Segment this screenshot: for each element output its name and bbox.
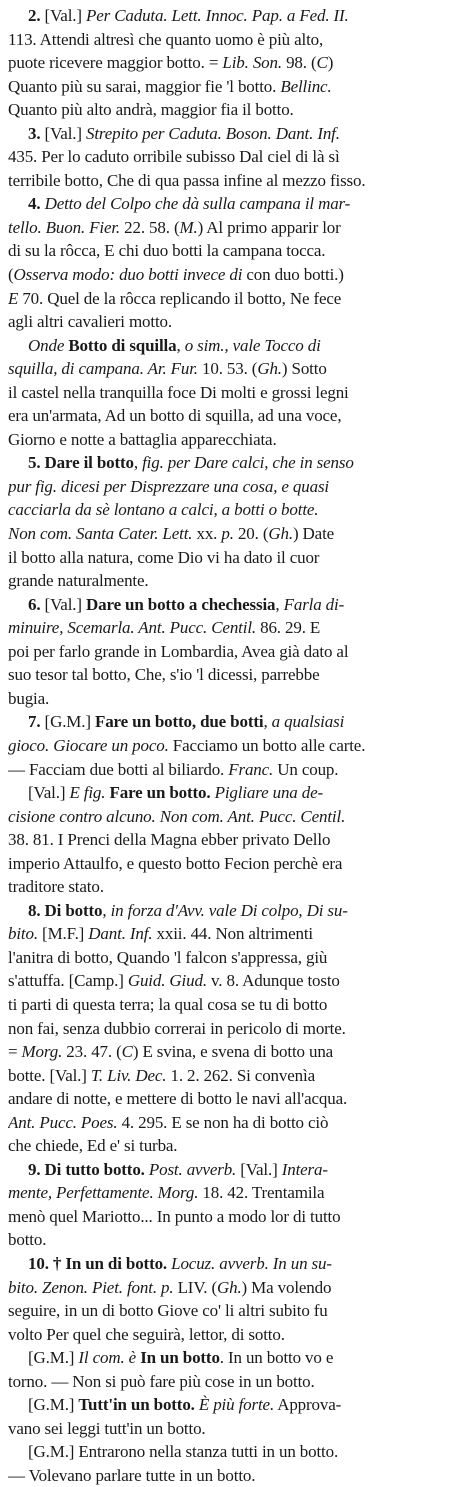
entry-line: 9. Di tutto botto. Post. avverb. [Val.] Intera- bbox=[28, 1159, 328, 1179]
dictionary-entry-e2 bbox=[8, 4, 462, 122]
dictionary-entry-e7 bbox=[8, 710, 462, 781]
entry-line: E 70. Quel de la rôcca replicando il botto, Ne fece bbox=[8, 288, 342, 308]
entry-line: seguire, in un di botto Giove co' li altri subito fu bbox=[8, 1301, 328, 1321]
entry-line: [G.M.] Entrarono nella stanza tutti in un botto. bbox=[28, 1442, 339, 1462]
entry-line: minuire, Scemarla. Ant. Pucc. Centil. 86. 29. E bbox=[8, 618, 321, 638]
entry-line: [Val.] E fig. Fare un botto. Pigliare una de- bbox=[28, 783, 323, 803]
entry-line: Ant. Pucc. Poes. 4. 295. E se non ha di botto ciò bbox=[8, 1112, 329, 1132]
entry-line: 8. Di botto, in forza d'Avv. vale Di colpo, Di su- bbox=[28, 900, 348, 920]
entry-line: = Morg. 23. 47. (C) E svina, e svena di botto una bbox=[8, 1042, 334, 1062]
dictionary-entry-e10d bbox=[8, 1440, 462, 1487]
entry-line: bito. [M.F.] Dant. Inf. xxii. 44. Non altrimenti bbox=[8, 924, 314, 944]
entry-line: cacciarla da sè lontano a calci, a botti o botte. bbox=[8, 500, 319, 520]
dictionary-entry-e3 bbox=[8, 122, 462, 193]
entry-line: che chiede, Ed e' si turba. bbox=[8, 1136, 178, 1156]
entry-line: 5. Dare il botto, fig. per Dare calci, che in senso bbox=[28, 453, 354, 473]
entry-line: Non com. Santa Cater. Lett. xx. p. 20. (Gh.) Date bbox=[8, 524, 335, 544]
entry-line: agli altri cavalieri motto. bbox=[8, 312, 172, 332]
dictionary-entry-e5 bbox=[8, 451, 462, 592]
entry-line: 113. Attendi altresì che quanto uomo è più alto, bbox=[8, 29, 324, 49]
entry-line: Quanto più alto andrà, maggior fia il botto. bbox=[8, 100, 294, 120]
dictionary-entry-e4 bbox=[8, 192, 462, 333]
entry-line: grande naturalmente. bbox=[8, 571, 149, 591]
entry-line: mente, Perfettamente. Morg. 18. 42. Trentamila bbox=[8, 1183, 325, 1203]
entry-line: 4. Detto del Colpo che dà sulla campana il mar- bbox=[28, 194, 351, 214]
entry-line: [G.M.] Tutt'in un botto. È più forte. Approva- bbox=[28, 1395, 342, 1415]
dictionary-entry-e10 bbox=[8, 1252, 462, 1346]
dictionary-entry-e6 bbox=[8, 593, 462, 711]
entry-line: Onde Botto di squilla, o sim., vale Tocco di bbox=[28, 335, 321, 355]
entry-line: botto. bbox=[8, 1230, 47, 1250]
entry-line: era un'armata, Ad un botto di squilla, ad una voce, bbox=[8, 406, 342, 426]
entry-line: andare di notte, e mettere di botto le navi all'acqua. bbox=[8, 1089, 348, 1109]
entry-line: cisione contro alcuno. Non com. Ant. Pucc. Centil. bbox=[8, 806, 346, 826]
entry-line: vano sei leggi tutt'in un botto. bbox=[8, 1418, 206, 1438]
entry-line: [G.M.] Il com. è In un botto. In un botto vo e bbox=[28, 1348, 334, 1368]
entry-line: di su la rôcca, E chi duo botti la campana tocca. bbox=[8, 241, 326, 261]
dictionary-entry-e4b bbox=[8, 334, 462, 452]
entry-line: 435. Per lo caduto orribile subisso Dal ciel di là sì bbox=[8, 147, 340, 167]
entry-line: l'anitra di botto, Quando 'l falcon s'appressa, giù bbox=[8, 947, 328, 967]
dictionary-entry-e7b bbox=[8, 781, 462, 899]
entry-line: bito. Zenon. Piet. font. p. LIV. (Gh.) Ma volendo bbox=[8, 1277, 332, 1297]
entry-line: non fai, senza dubbio correrai in pericolo di morte. bbox=[8, 1018, 346, 1038]
entry-line: il castel nella tranquilla foce Di molti e grossi legni bbox=[8, 382, 349, 402]
entry-line: 7. [G.M.] Fare un botto, due botti, a qualsiasi bbox=[28, 712, 345, 732]
dictionary-entry-e9 bbox=[8, 1158, 462, 1252]
entry-line: gioco. Giocare un poco. Facciamo un botto alle carte. bbox=[8, 735, 366, 755]
entry-line: traditore stato. bbox=[8, 877, 104, 897]
entry-line: 2. [Val.] Per Caduta. Lett. Innoc. Pap. a Fed. II. bbox=[28, 6, 349, 25]
entry-line: — Facciam due botti al biliardo. Franc. Un coup. bbox=[8, 759, 339, 779]
entry-line: pur fig. dicesi per Disprezzare una cosa, e quasi bbox=[8, 476, 329, 496]
entry-line: (Osserva modo: duo botti invece di con duo botti.) bbox=[8, 265, 344, 285]
entry-line: Quanto più su sarai, maggior fie 'l botto. Bellinc. bbox=[8, 76, 332, 96]
entry-line: imperio Attaulfo, e questo botto Fecion perchè era bbox=[8, 853, 343, 873]
entry-line: ti parti di questa terra; la qual cosa se tu di botto bbox=[8, 994, 328, 1014]
entry-line: terribile botto, Che di qua passa infine al mezzo fisso. bbox=[8, 170, 366, 190]
entry-line: squilla, di campana. Ar. Fur. 10. 53. (Gh.) Sotto bbox=[8, 359, 327, 379]
entry-line: — Volevano parlare tutte in un botto. bbox=[8, 1465, 256, 1485]
entry-line: menò quel Mariotto... In punto a modo lor di tutto bbox=[8, 1206, 341, 1226]
entry-line: il botto alla natura, come Dio vi ha dato il cuor bbox=[8, 547, 320, 567]
entry-line: volto Per quel che seguirà, lettor, di sotto. bbox=[8, 1324, 285, 1344]
entry-line: torno. — Non si può fare più cose in un botto. bbox=[8, 1371, 315, 1391]
entry-line: 10. † In un di botto. Locuz. avverb. In un su- bbox=[28, 1253, 332, 1273]
entry-line: puote ricevere maggior botto. = Lib. Son. 98. (C) bbox=[8, 53, 334, 73]
entry-line: 38. 81. I Prenci della Magna ebber privato Dello bbox=[8, 830, 331, 850]
dictionary-entry-e10c bbox=[8, 1393, 462, 1440]
dictionary-entry-e10b bbox=[8, 1346, 462, 1393]
entry-line: 3. [Val.] Strepito per Caduta. Boson. Dant. Inf. bbox=[28, 123, 340, 143]
entry-line: poi per farlo grande in Lombardia, Avea già dato al bbox=[8, 641, 349, 661]
entry-line: 6. [Val.] Dare un botto a chechessia, Farla di- bbox=[28, 594, 345, 614]
entry-line: Giorno e notte a battaglia apparecchiata. bbox=[8, 429, 277, 449]
entry-line: tello. Buon. Fier. 22. 58. (M.) Al primo apparir lor bbox=[8, 217, 341, 237]
entry-line: s'attuffa. [Camp.] Guid. Giud. v. 8. Adunque tosto bbox=[8, 971, 340, 991]
entry-line: bugia. bbox=[8, 688, 50, 708]
dictionary-entry-e8 bbox=[8, 899, 462, 1158]
entry-line: botte. [Val.] T. Liv. Dec. 1. 2. 262. Si convenìa bbox=[8, 1065, 315, 1085]
entry-line: suo tesor tal botto, Che, s'io 'l dicessi, parrebbe bbox=[8, 665, 320, 685]
